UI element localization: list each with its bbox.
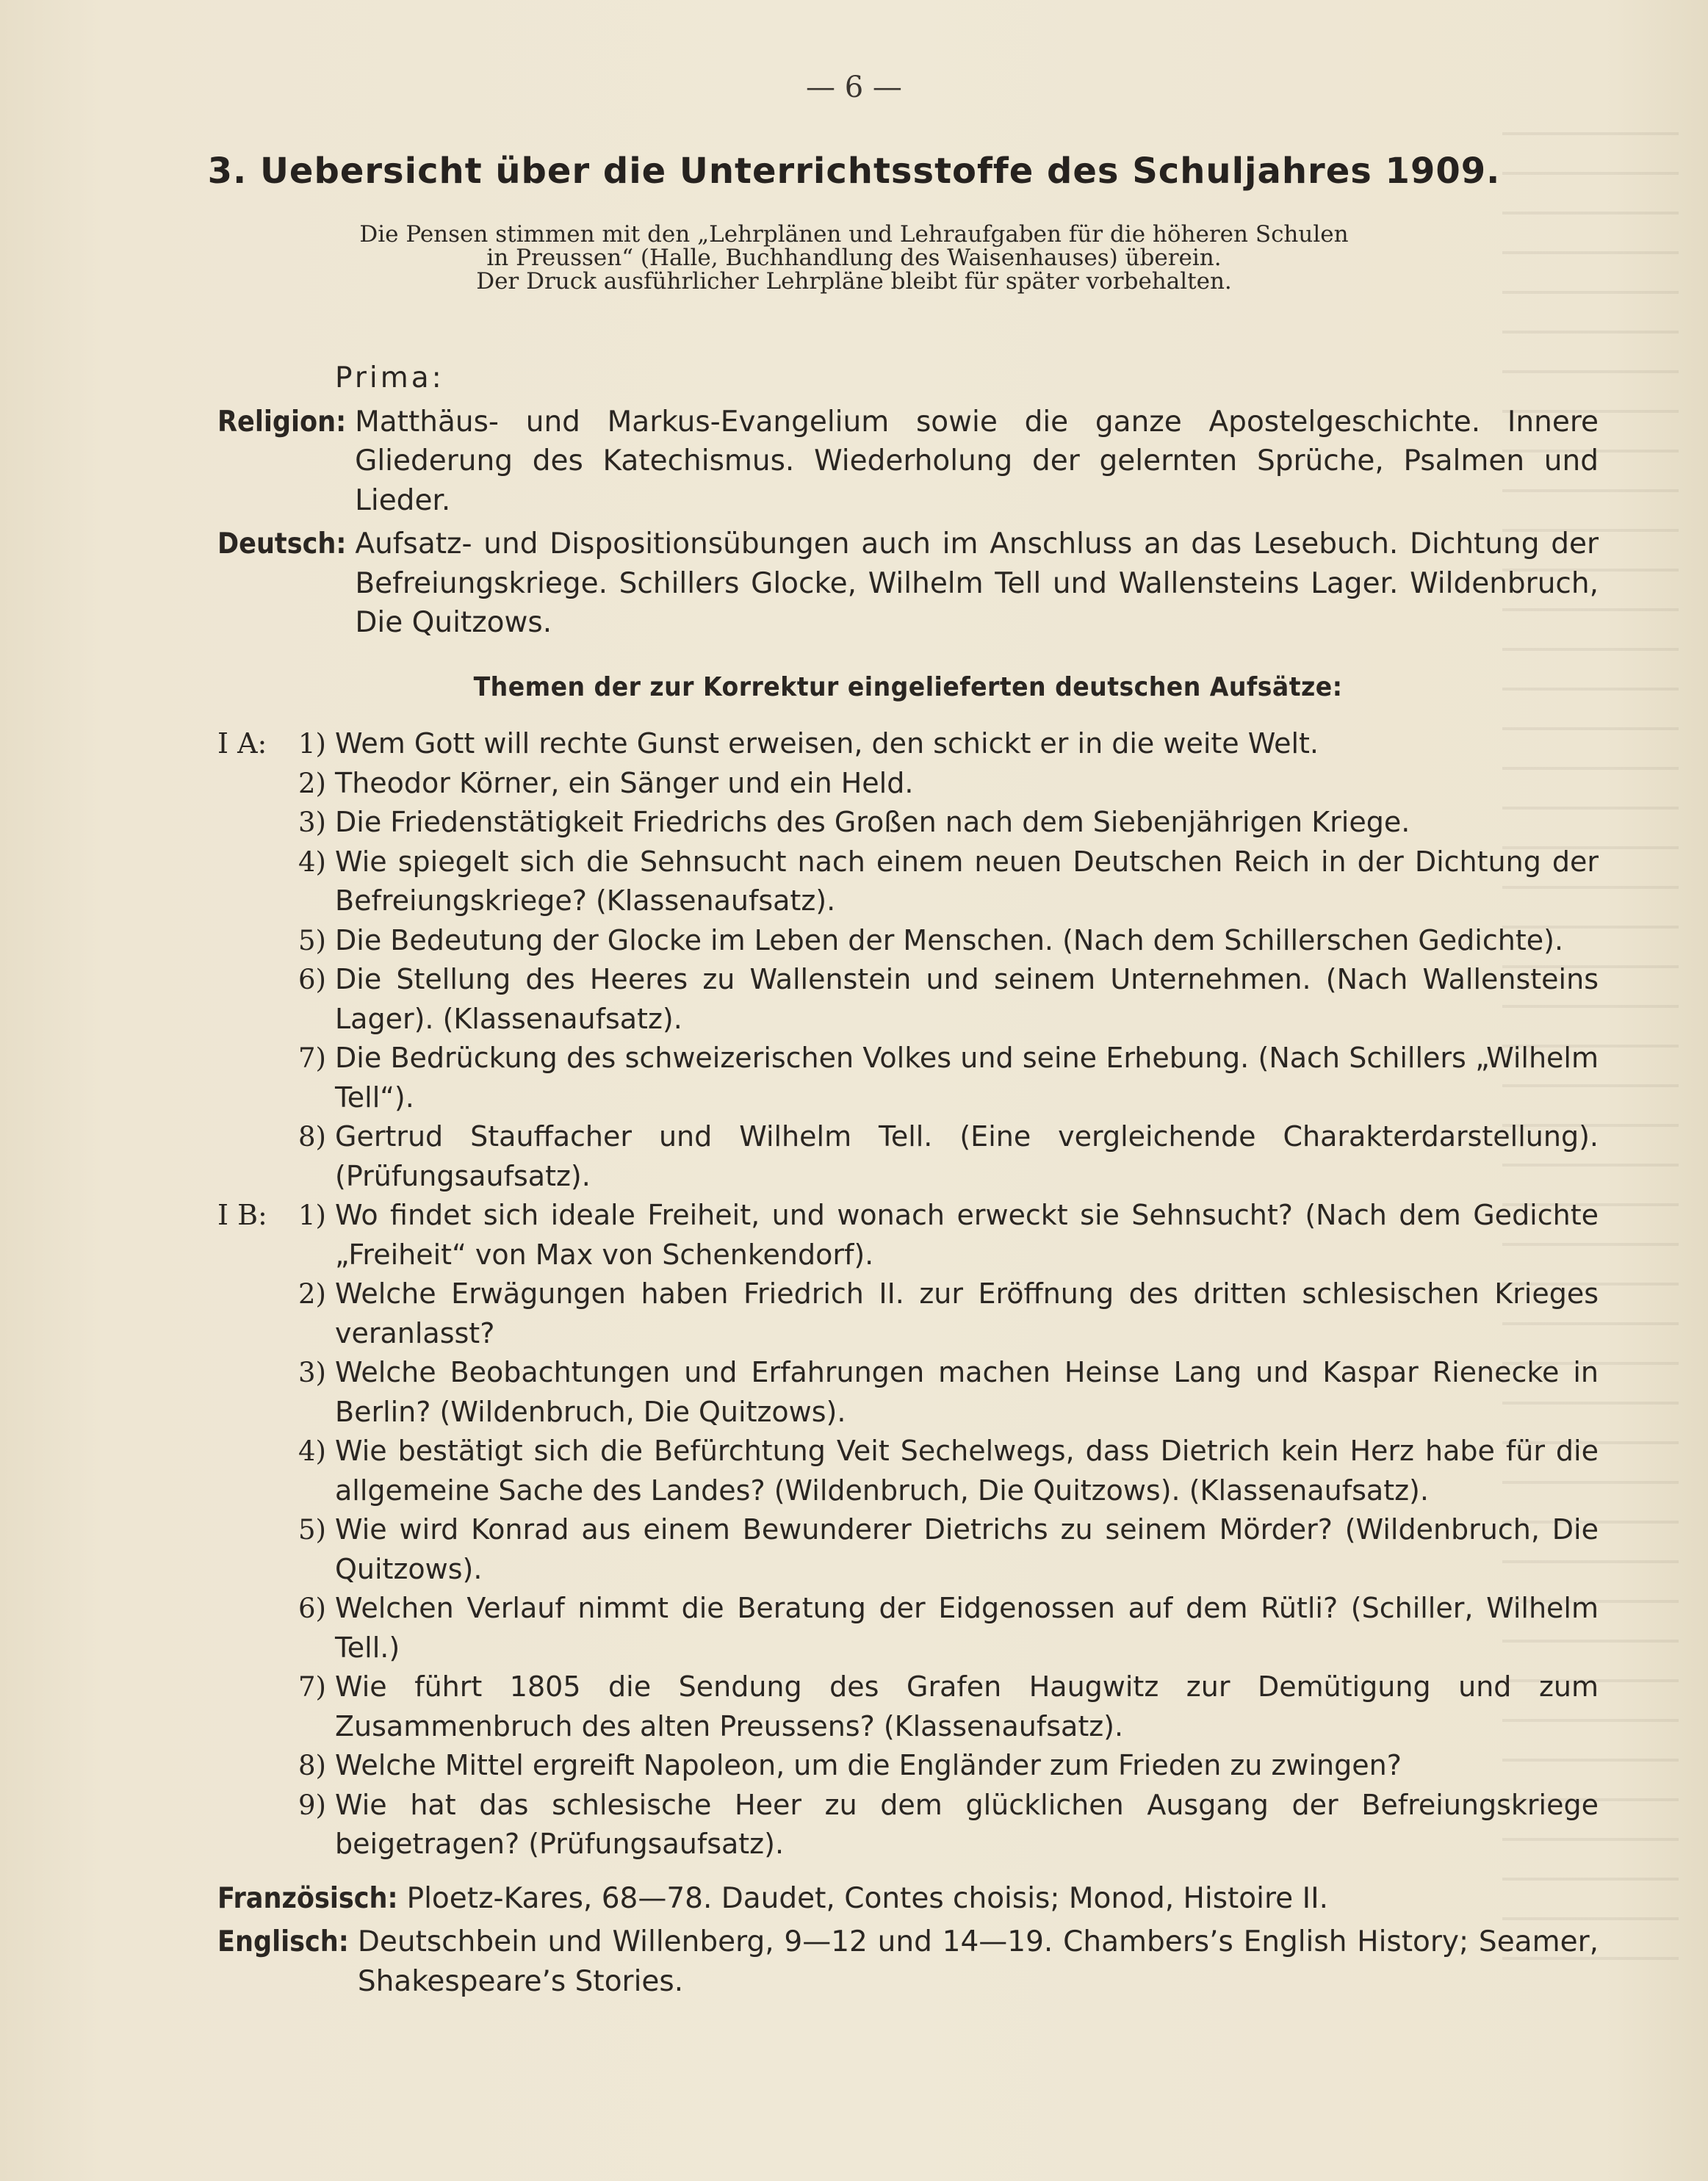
topic-number: 1) [298, 1200, 326, 1231]
topic-text: Die Bedeutung der Glocke im Leben der Menschen. (Nach dem Schillerschen Gedichte). [335, 923, 1564, 956]
subject-head: Religion: [217, 405, 347, 439]
topic-number: 3) [298, 1357, 326, 1388]
topic-number: 2) [298, 767, 326, 799]
topic-number: 4) [298, 846, 326, 878]
topic-text: Welche Beobachtungen und Erfahrungen machen Heinse Lang und Kaspar Rienecke in Berlin? (Wildenbruch, Die Quitzows). [335, 1356, 1599, 1428]
document-body [217, 358, 1599, 2001]
intro-line: Der Druck ausführlicher Lehrpläne bleibt für später vorbehalten. [476, 268, 1232, 295]
topic-number: 8) [298, 1750, 326, 1781]
topic-number: 5) [298, 924, 326, 956]
themes-heading: Themen der zur Korrektur eingelieferten deutschen Aufsätze: [473, 671, 1343, 702]
topic-item [217, 1353, 1599, 1432]
group-label: I A: [217, 727, 267, 760]
subject-head: Französisch: [217, 1881, 398, 1915]
subject-head: Deutsch: [217, 527, 347, 560]
topic-item [217, 843, 1599, 921]
page-number: — 6 — [806, 71, 902, 104]
topic-text: Wem Gott will rechte Gunst erweisen, den schickt er in die weite Welt. [335, 727, 1319, 760]
topic-item [217, 724, 1599, 764]
topic-item [217, 764, 1599, 804]
subject-text: Matthäus- und Markus-Evangelium sowie die ganze Apostelgeschichte. Innere Gliederung des Katechismus. Wiederholung der gelernten Sprüche, Psalmen und Lieder. [355, 405, 1599, 517]
topic-text: Wie spiegelt sich die Sehnsucht nach einem neuen Deutschen Reich in der Dichtung der Befreiungskriege? (Klassenaufsatz). [335, 845, 1599, 917]
topic-text: Welche Erwägungen haben Friedrich II. zur Eröffnung des dritten schlesischen Krieges veranlasst? [335, 1277, 1599, 1349]
topic-group [217, 724, 1599, 1196]
topic-text: Wie führt 1805 die Sendung des Grafen Haugwitz zur Demütigung und zum Zusammenbruch des alten Preussens? (Klassenaufsatz). [335, 1670, 1599, 1742]
topic-text: Welche Mittel ergreift Napoleon, um die Engländer zum Frieden zu zwingen? [335, 1749, 1402, 1781]
topic-item [217, 1510, 1599, 1589]
topic-text: Wie hat das schlesische Heer zu dem glücklichen Ausgang der Befreiungskriege beigetragen? (Prüfungsaufsatz). [335, 1788, 1599, 1860]
topic-item [217, 1432, 1599, 1510]
topic-item [217, 1589, 1599, 1668]
topic-text: Welchen Verlauf nimmt die Beratung der Eidgenossen auf dem Rütli? (Schiller, Wilhelm Tell.) [335, 1592, 1599, 1664]
subject-englisch [217, 1922, 1599, 2001]
topic-number: 5) [298, 1514, 326, 1546]
subject-religion [217, 403, 1599, 521]
topic-item [217, 803, 1599, 843]
intro-note [0, 223, 1708, 293]
topic-text: Theodor Körner, ein Sänger und ein Held. [335, 766, 914, 799]
stage-heading: Prima: [335, 361, 444, 394]
topic-item [217, 1196, 1599, 1275]
topic-item [217, 1117, 1599, 1196]
essay-topic-groups [217, 724, 1599, 1864]
topic-text: Die Bedrückung des schweizerischen Volkes und seine Erhebung. (Nach Schillers „Wilhelm Tell“). [335, 1042, 1599, 1114]
topic-text: Die Stellung des Heeres zu Wallenstein und seinem Unternehmen. (Nach Wallensteins Lager). (Klassenaufsatz). [335, 963, 1599, 1035]
topic-item [217, 921, 1599, 961]
topic-number: 7) [298, 1671, 326, 1703]
topic-number: 6) [298, 964, 326, 995]
topic-text: Wo findet sich ideale Freiheit, und wonach erweckt sie Sehnsucht? (Nach dem Gedichte „Freiheit“ von Max von Schenkendorf). [335, 1199, 1599, 1271]
topic-number: 4) [298, 1435, 326, 1467]
topic-number: 8) [298, 1121, 326, 1153]
subject-text: Deutschbein und Willenberg, 9—12 und 14—19. Chambers’s English History; Seamer, Shakespeare’s Stories. [357, 1925, 1599, 1998]
topic-text: Gertrud Stauffacher und Wilhelm Tell. (Eine vergleichende Charakterdarstellung). (Prüfungsaufsatz). [335, 1120, 1599, 1192]
subject-text: Ploetz-Kares, 68—78. Daudet, Contes choisis; Monod, Histoire II. [406, 1881, 1328, 1915]
subject-text: Aufsatz- und Dispositionsübungen auch im Anschluss an das Lesebuch. Dichtung der Befreiungskriege. Schillers Glocke, Wilhelm Tell und Wallensteins Lager. Wildenbruch, Die Quitzows. [355, 527, 1599, 639]
topic-item [217, 1275, 1599, 1353]
topic-text: Wie bestätigt sich die Befürchtung Veit Sechelwegs, dass Dietrich kein Herz habe für die allgemeine Sache des Landes? (Wildenbruch, Die Quitzows). (Klassenaufsatz). [335, 1435, 1599, 1507]
subject-head: Englisch: [217, 1925, 349, 1958]
group-label: I B: [217, 1199, 267, 1231]
topic-number: 3) [298, 807, 326, 838]
intro-line: Die Pensen stimmen mit den „Lehrplänen und Lehraufgaben für die höheren Schulen [359, 221, 1349, 248]
section-title: 3. Uebersicht über die Unterrichtsstoffe des Schuljahres 1909. [207, 151, 1501, 192]
topic-group [217, 1196, 1599, 1864]
topic-item [217, 1746, 1599, 1786]
topic-item [217, 960, 1599, 1039]
topic-number: 2) [298, 1278, 326, 1310]
topic-text: Wie wird Konrad aus einem Bewunderer Dietrichs zu seinem Mörder? (Wildenbruch, Die Quitzows). [335, 1513, 1599, 1585]
topic-item [217, 1786, 1599, 1864]
topic-item [217, 1668, 1599, 1746]
topic-text: Die Friedenstätigkeit Friedrichs des Großen nach dem Siebenjährigen Kriege. [335, 806, 1410, 838]
intro-line: in Preussen“ (Halle, Buchhandlung des Waisenhauses) überein. [486, 245, 1222, 271]
topic-number: 9) [298, 1789, 326, 1821]
subject-franzoesisch [217, 1879, 1599, 1919]
topic-number: 7) [298, 1042, 326, 1074]
topic-number: 6) [298, 1593, 326, 1624]
subject-deutsch [217, 524, 1599, 643]
topic-item [217, 1039, 1599, 1117]
topic-number: 1) [298, 728, 326, 760]
